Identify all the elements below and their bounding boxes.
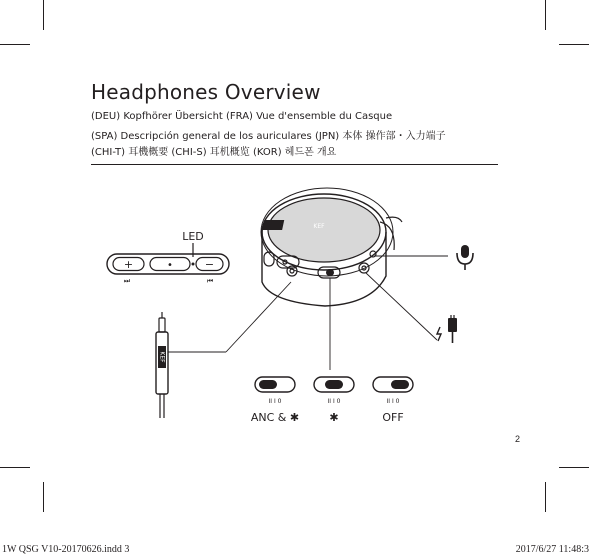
svg-text:OFF: OFF <box>382 411 404 424</box>
skip-next-icon: ⏭ <box>123 277 131 285</box>
switch-off <box>373 377 413 424</box>
footer-file-info: 1W QSG V10-20170626.indd 3 <box>2 544 130 555</box>
ear-cup <box>261 188 402 306</box>
svg-text:ANC & ✱: ANC & ✱ <box>250 411 300 424</box>
subtitle-line: (SPA) Descripción general de los auriculares (JPN) 本体 操作部・入力端子 <box>91 131 446 142</box>
led-indicator <box>192 263 195 266</box>
inline-remote <box>107 230 229 285</box>
switch-anc-bluetooth <box>251 377 299 424</box>
skip-previous-icon: ⏮ <box>206 277 214 285</box>
subtitle-line: (CHI-T) 耳機概要 (CHI-S) 耳机概览 (KOR) 헤드폰 개요 <box>91 147 337 158</box>
switch-bluetooth <box>314 377 354 424</box>
svg-text:−: − <box>204 258 215 271</box>
cable-brand-label: KEF <box>158 351 166 363</box>
cup-logo <box>262 220 284 230</box>
svg-text:•: • <box>167 260 173 271</box>
volume-down-button <box>196 258 223 272</box>
footer-timestamp: 2017/6/27 11:48:3 <box>515 544 589 555</box>
svg-text:II I 0: II I 0 <box>327 398 341 405</box>
led-label: LED <box>182 230 204 243</box>
play-pause-button <box>150 258 190 272</box>
svg-text:✱: ✱ <box>329 411 339 424</box>
subtitle-line: (DEU) Kopfhörer Übersicht (FRA) Vue d'ensemble du Casque <box>91 111 393 122</box>
page-title: Headphones Overview <box>91 80 321 104</box>
microphone-icon <box>457 245 473 270</box>
svg-text:II I 0: II I 0 <box>386 398 400 405</box>
page-number: 2 <box>515 434 521 444</box>
charging-icon <box>437 315 457 343</box>
svg-text:+: + <box>123 258 134 271</box>
svg-text:KEF: KEF <box>313 223 325 230</box>
svg-text:II I 0: II I 0 <box>268 398 282 405</box>
volume-up-button <box>113 258 144 272</box>
